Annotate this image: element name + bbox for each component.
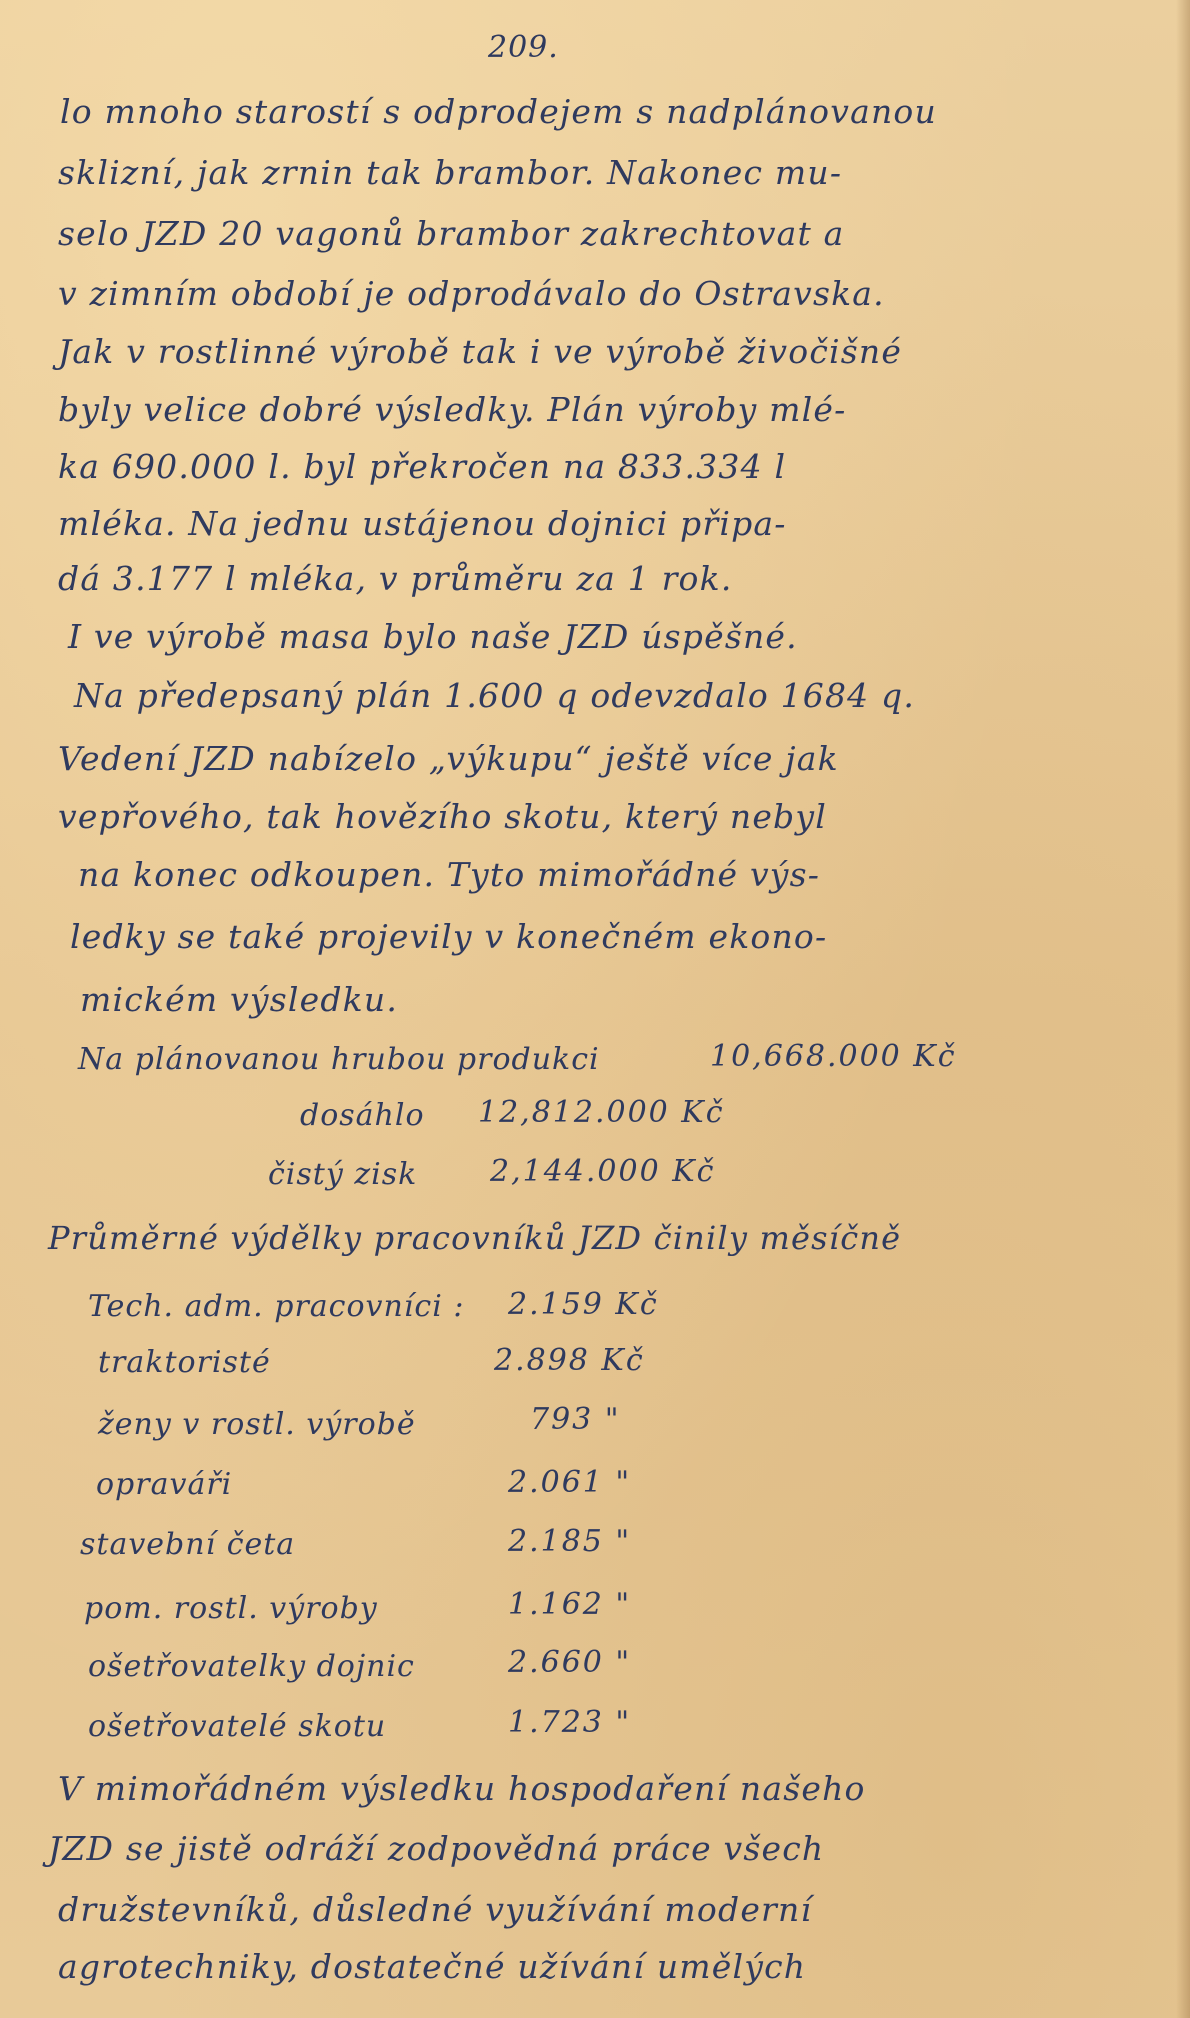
wage-row-value: 2.061 " (508, 1465, 632, 1500)
text-line: dá 3.177 l mléka, v průměru za 1 rok. (58, 559, 733, 598)
achieved-value: 12,812.000 Kč (478, 1095, 725, 1130)
text-line: V mimořádném výsledku hospodaření našeho (58, 1769, 866, 1808)
wage-row-value: 1.723 " (508, 1705, 632, 1740)
text-line: Jak v rostlinné výrobě tak i ve výrobě živočišné (58, 332, 903, 371)
wage-row-label: opraváři (96, 1467, 233, 1502)
achieved-label: dosáhlo (300, 1098, 425, 1133)
text-line: byly velice dobré výsledky. Plán výroby mlé- (58, 390, 847, 429)
wage-row-value: 1.162 " (508, 1587, 632, 1622)
wage-row-label: stavební četa (80, 1527, 296, 1562)
text-line: v zimním období je odprodávalo do Ostravska. (58, 274, 885, 313)
wage-row-label: pom. rostl. výroby (84, 1591, 378, 1626)
text-line: agrotechniky, dostatečné užívání umělých (58, 1947, 807, 1986)
wage-row-value: 793 " (530, 1402, 621, 1437)
text-line: ka 690.000 l. byl překročen na 833.334 l (58, 447, 787, 486)
text-line: mickém výsledku. (80, 980, 399, 1019)
text-line: JZD se jistě odráží zodpovědná práce všech (48, 1829, 825, 1868)
wage-row-label: ošetřovatelky dojnic (88, 1649, 415, 1684)
text-line: I ve výrobě masa bylo naše JZD úspěšné. (68, 617, 798, 656)
text-line: selo JZD 20 vagonů brambor zakrechtovat a (58, 214, 845, 253)
net-profit-label: čistý zisk (268, 1157, 418, 1192)
wage-row-value: 2.660 " (508, 1645, 632, 1680)
text-line: lo mnoho starostí s odprodejem s nadplánovanou (60, 92, 937, 131)
wage-row-label: Tech. adm. pracovníci : (88, 1289, 465, 1324)
text-line: ledky se také projevily v konečném ekono- (70, 917, 828, 956)
text-line: vepřového, tak hovězího skotu, který nebyl (58, 797, 827, 836)
text-line: sklizní, jak zrnin tak brambor. Nakonec mu- (58, 153, 843, 192)
wage-row-value: 2.159 Kč (508, 1287, 659, 1322)
planned-production-label: Na plánovanou hrubou produkci (78, 1042, 600, 1077)
text-line: mléka. Na jednu ustájenou dojnici připa- (58, 504, 787, 543)
page-binding-shadow (1176, 0, 1190, 2018)
text-line: Vedení JZD nabízelo „výkupu“ ještě více jak (58, 739, 839, 778)
wage-row-label: traktoristé (98, 1345, 271, 1380)
text-line: družstevníků, důsledné využívání moderní (58, 1890, 813, 1929)
net-profit-value: 2,144.000 Kč (490, 1154, 716, 1189)
wage-row-value: 2.898 Kč (494, 1343, 645, 1378)
wage-row-label: ošetřovatelé skotu (88, 1709, 387, 1744)
wage-row-label: ženy v rostl. výrobě (98, 1407, 416, 1442)
page-number: 209. (488, 30, 559, 65)
wages-heading: Průměrné výdělky pracovníků JZD činily měsíčně (48, 1219, 902, 1257)
wage-row-value: 2.185 " (508, 1524, 632, 1559)
text-line: na konec odkoupen. Tyto mimořádné výs- (78, 855, 821, 894)
planned-production-value: 10,668.000 Kč (710, 1039, 957, 1074)
text-line: Na předepsaný plán 1.600 q odevzdalo 1684 q. (74, 676, 916, 715)
